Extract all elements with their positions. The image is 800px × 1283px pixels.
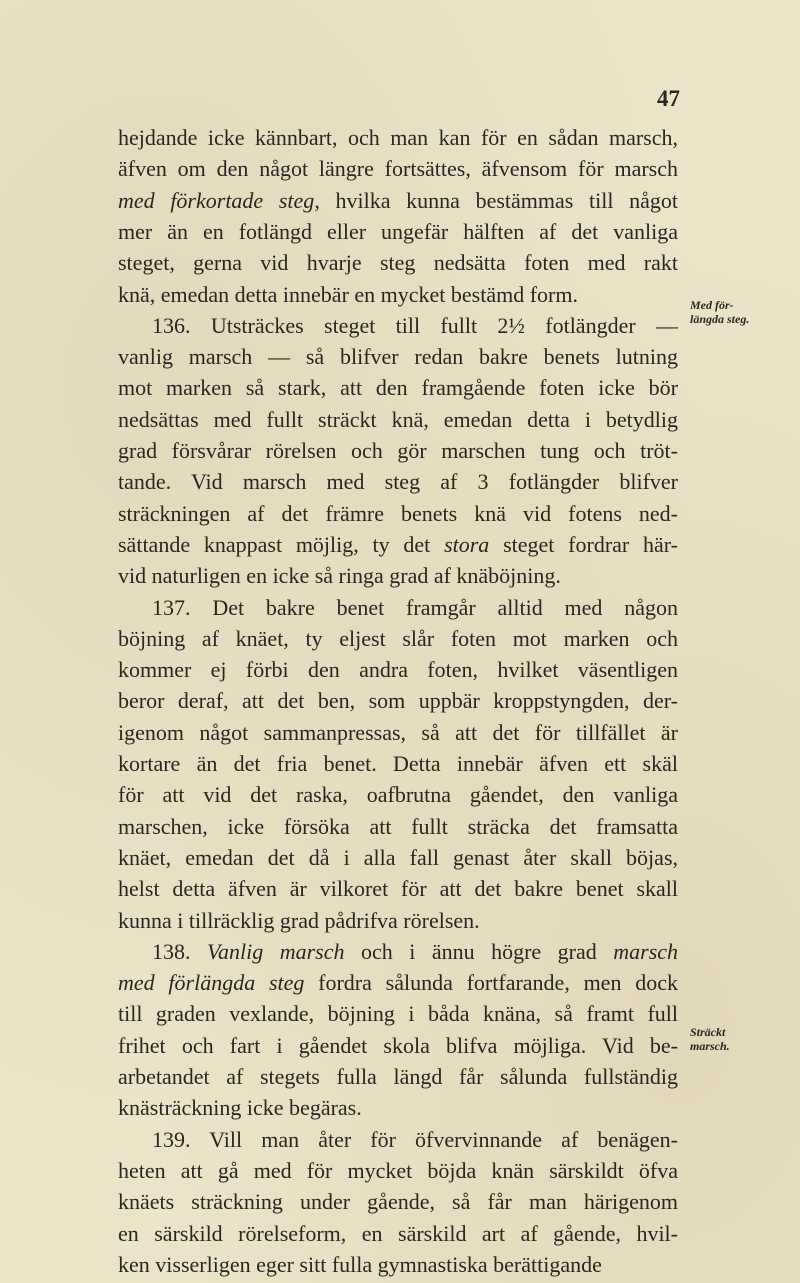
text-fragment: böjning af knäet, ty eljest slår foten mot marken och (118, 626, 678, 651)
text-line (118, 623, 678, 655)
text-line (118, 654, 678, 686)
text-fragment: tande. Vid marsch med steg af 3 fotlängder blifver (118, 469, 678, 494)
text-line (118, 1186, 678, 1218)
text-line (118, 998, 678, 1030)
text-fragment: kortare än det fria benet. Detta innebär äfven ett skäl (118, 751, 678, 776)
text-line (118, 560, 678, 592)
italic-phrase: stora (444, 532, 490, 557)
text-fragment: frihet och fart i gåendet skola blifva möjliga. Vid be- (118, 1033, 678, 1058)
text-fragment: knäets sträckning under gående, så får man härigenom (118, 1189, 678, 1214)
text-fragment: heten att gå med för mycket böjda knän särskildt öfva (118, 1158, 678, 1183)
text-line (118, 122, 678, 154)
text-fragment: helst detta äfven är vilkoret för att det bakre benet skall (118, 876, 678, 901)
text-fragment: marschen, icke försöka att fullt sträcka det framsatta (118, 814, 678, 839)
text-fragment: mot marken så stark, att den framgående foten icke bör (118, 375, 678, 400)
text-line (118, 967, 678, 999)
text-line (118, 748, 678, 780)
text-line (118, 1061, 678, 1093)
margin-note-long-steps (690, 298, 790, 326)
text-fragment: 136. Utsträckes steget till fullt 2½ fotlängder — (152, 313, 678, 338)
text-line (118, 466, 678, 498)
text-fragment: en särskild rörelseform, en särskild art af gående, hvil- (118, 1221, 678, 1246)
text-fragment: mer än en fotlängd eller ungefär hälften af det vanliga (118, 219, 678, 244)
italic-phrase: Vanlig marsch (207, 939, 345, 964)
text-line (118, 842, 678, 874)
text-fragment: 139. Vill man åter för öfvervinnande af benägen- (152, 1127, 678, 1152)
italic-phrase: med förlängda steg (118, 970, 305, 995)
text-fragment: för att vid det raska, oafbrutna gåendet, den vanliga (118, 782, 678, 807)
margin-note-line: längda steg. (690, 312, 750, 326)
text-line (118, 779, 678, 811)
text-fragment: steget fordrar här- (489, 532, 678, 557)
text-fragment: , hvilka kunna bestämmas till något (314, 188, 678, 213)
text-fragment: knäet, emedan det då i alla fall genast åter skall böjas, (118, 845, 678, 870)
text-fragment: 137. Det bakre benet framgår alltid med någon (152, 595, 678, 620)
text-fragment: igenom något sammanpressas, så att det för tillfället är (118, 720, 678, 745)
text-fragment: till graden vexlande, böjning i båda knäna, så framt full (118, 1001, 678, 1026)
text-line (118, 435, 678, 467)
text-line (118, 685, 678, 717)
text-line (118, 279, 678, 311)
italic-phrase: med förkortade steg (118, 188, 315, 213)
text-line (118, 185, 678, 217)
text-line (118, 592, 678, 624)
text-fragment: knä, emedan detta innebär en mycket bestämd form. (118, 282, 578, 307)
text-line (118, 247, 678, 279)
text-fragment: beror deraf, att det ben, som uppbär kroppstyngden, der- (118, 688, 678, 713)
text-line (118, 905, 678, 937)
text-line (118, 936, 678, 968)
text-line (118, 1030, 678, 1062)
text-line (118, 873, 678, 905)
text-line (118, 216, 678, 248)
text-line (118, 341, 678, 373)
text-fragment: fordra sålunda fortfarande, men dock (304, 970, 678, 995)
text-line (118, 310, 678, 342)
text-line (118, 717, 678, 749)
text-fragment: steget, gerna vid hvarje steg nedsätta foten med rakt (118, 250, 678, 275)
text-fragment: grad försvårar rörelsen och gör marschen tung och tröt- (118, 438, 678, 463)
text-fragment: vanlig marsch — så blifver redan bakre benets lutning (118, 344, 678, 369)
text-fragment: äfven om den något längre fortsättes, äfvensom för marsch (118, 156, 678, 181)
text-line (118, 1218, 678, 1250)
text-fragment: och i ännu högre grad (344, 939, 614, 964)
text-fragment: 138. (152, 939, 207, 964)
text-fragment: sträckningen af det främre benets knä vid fotens ned- (118, 501, 678, 526)
margin-note-line: Sträckt (690, 1025, 726, 1039)
margin-note-line: Med för- (690, 298, 734, 312)
text-line (118, 811, 678, 843)
text-fragment: sättande knappast möjlig, ty det (118, 532, 445, 557)
text-line (118, 498, 678, 530)
text-line (118, 1249, 678, 1281)
text-line (118, 153, 678, 185)
text-fragment: arbetandet af stegets fulla längd får sålunda fullständig (118, 1064, 678, 1089)
text-fragment: kunna i tillräcklig grad pådrifva rörelsen. (118, 908, 480, 933)
text-line (118, 529, 678, 561)
text-line (118, 1124, 678, 1156)
text-line (118, 1092, 678, 1124)
text-fragment: ken visserligen eger sitt fulla gymnastiska berättigande (118, 1252, 602, 1277)
margin-note-line: marsch. (690, 1039, 730, 1053)
italic-phrase: marsch (613, 939, 678, 964)
text-line (118, 1155, 678, 1187)
page-number: 47 (657, 86, 680, 111)
text-fragment: nedsättas med fullt sträckt knä, emedan detta i betydlig (118, 407, 678, 432)
margin-note-stretched-march (690, 1025, 790, 1053)
text-fragment: kommer ej förbi den andra foten, hvilket väsentligen (118, 657, 678, 682)
text-fragment: vid naturligen en icke så ringa grad af knäböjning. (118, 563, 561, 588)
text-line (118, 372, 678, 404)
text-fragment: knästräckning icke begäras. (118, 1095, 362, 1120)
text-line (118, 404, 678, 436)
text-fragment: hejdande icke kännbart, och man kan för en sådan marsch, (118, 125, 678, 150)
